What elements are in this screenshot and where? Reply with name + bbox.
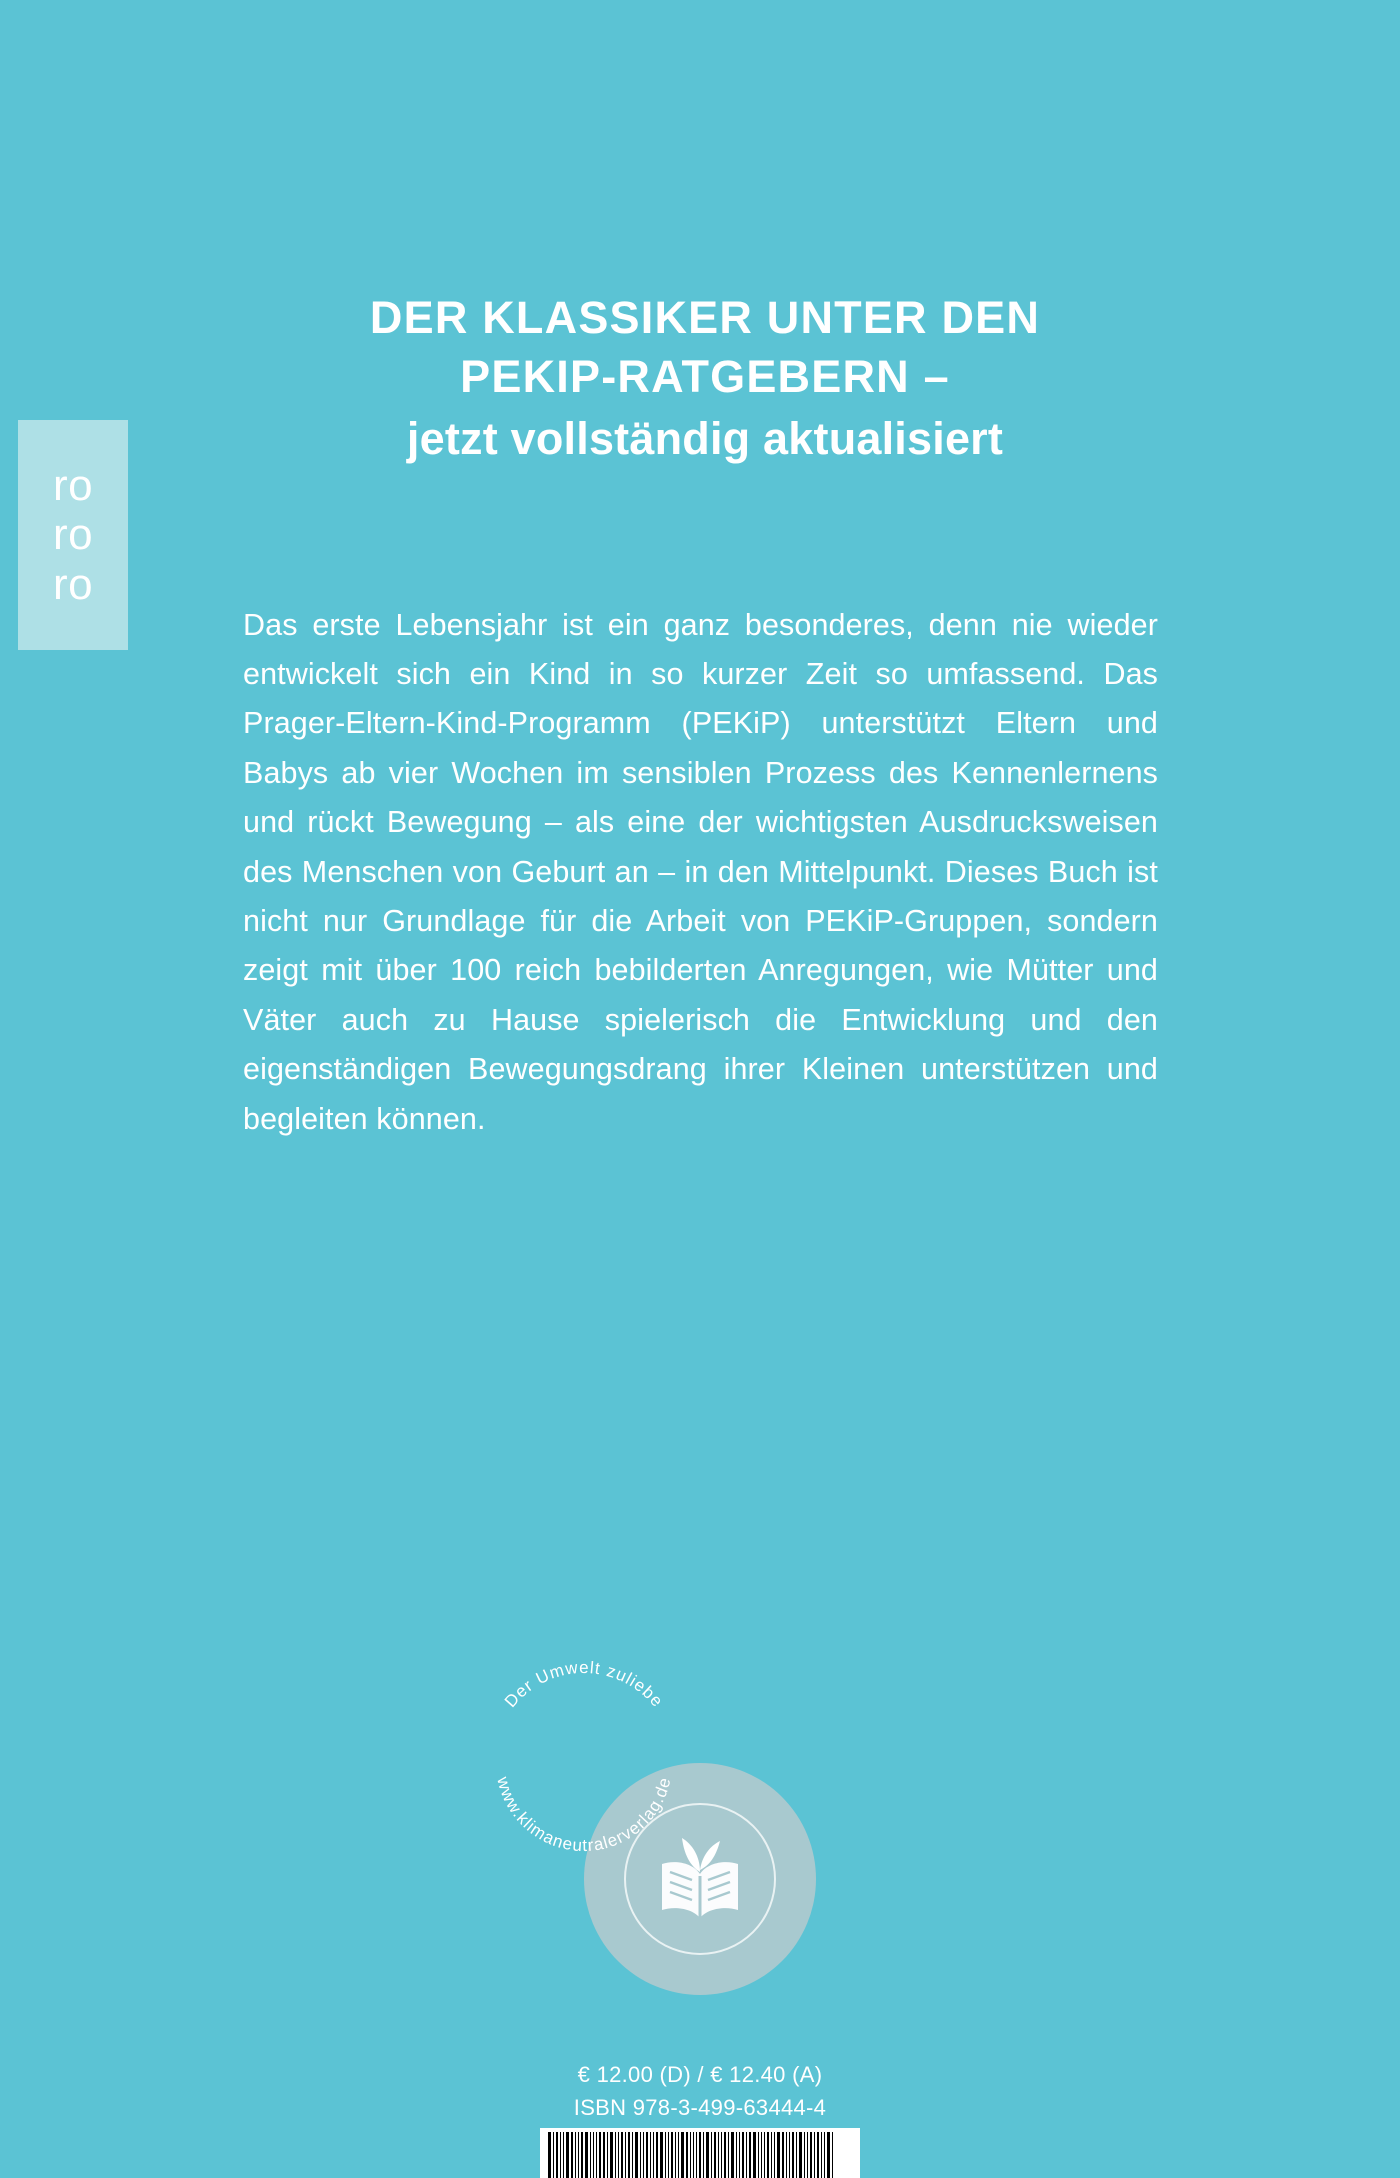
eco-seal-top-text: Der Umwelt zuliebe [500, 1657, 668, 1712]
eco-seal-bottom-text: www.klimaneutralerverlag.de [493, 1774, 675, 1856]
publisher-logo-line-2: ro [52, 510, 94, 560]
publisher-logo-line-3: ro [52, 559, 94, 609]
isbn-text: ISBN 978-3-499-63444-4 [573, 2095, 827, 2120]
publisher-logo-rororo [18, 420, 128, 650]
blurb-text: Das erste Lebensjahr ist ein ganz besonderes, denn nie wieder entwickelt sich ein Kind in so kurzer Zeit so umfassend. Das Prager-Eltern-Kind-Programm (PEKiP) unterstützt Eltern und Babys ab vier Wochen im sensiblen Prozess des Kennenlernens und rückt Bewegung – als eine der wichtigsten Ausdrucksweisen des Menschen von Geburt an – in den Mittelpunkt. Dieses Buch ist nicht nur Grundlage für die Arbeit von PEKiP-Gruppen, sondern zeigt mit über 100 reich bebilderten Anregungen, wie Mütter und Väter auch zu Hause spielerisch die Entwicklung und den eigenständigen Bewegungsdrang ihrer Kleinen unterstützen und begleiten können. [243, 607, 1158, 1136]
headline-line-2: PEKIP-RATGEBERN – [460, 351, 950, 403]
price-isbn-block [0, 2058, 1400, 2124]
headline-line-1: DER KLASSIKER UNTER DEN [369, 292, 1041, 343]
publisher-logo-line-1: ro [52, 461, 94, 511]
eco-seal [493, 1657, 816, 1995]
ean13-barcode [540, 2128, 860, 2178]
headline-line-3: jetzt vollständig aktualisiert [406, 412, 1004, 464]
headline [240, 288, 1170, 469]
book-with-leaf-icon [652, 1836, 748, 1922]
price-text: € 12.00 (D) / € 12.40 (A) [577, 2062, 823, 2087]
